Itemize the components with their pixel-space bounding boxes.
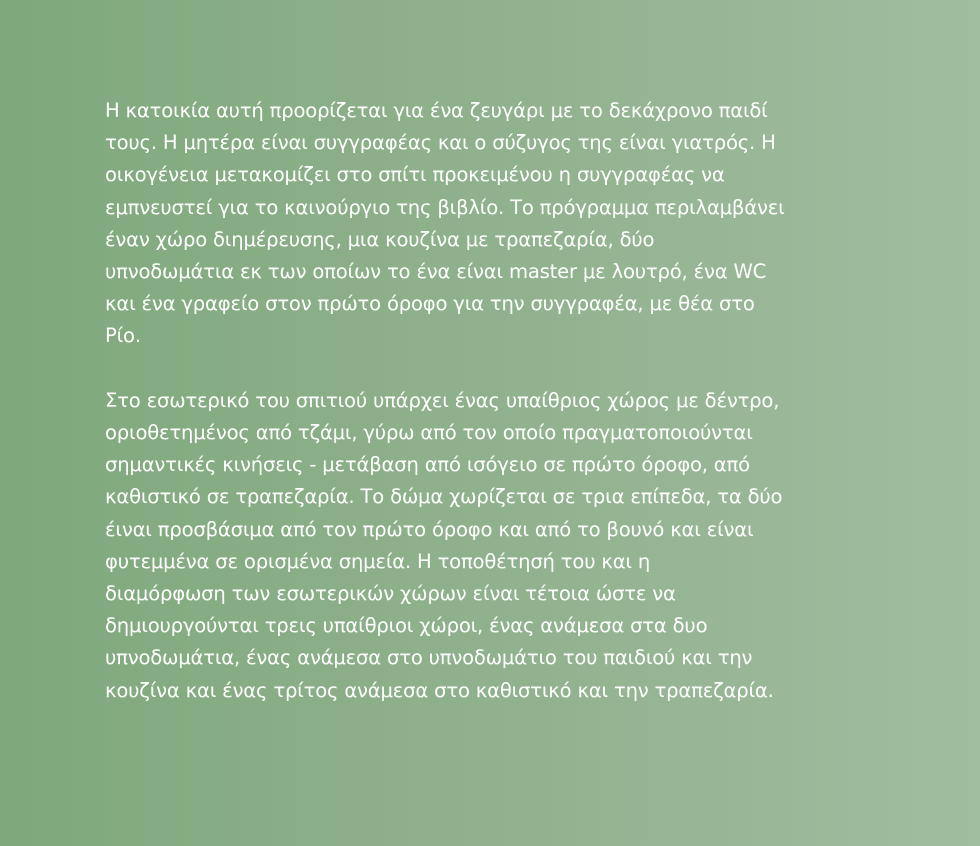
text-line: Ρίο. (105, 324, 141, 348)
text-line: Η κατοικία αυτή προορίζεται για ένα ζευγάρι με το δεκάχρονο παιδί (105, 99, 768, 122)
paragraph-spacer (105, 353, 875, 385)
text-line: έναν χώρο διημέρευσης, μια κουζίνα με τραπεζαρία, δύο (105, 227, 655, 251)
text-line: σημαντικές κινήσεις - μετάβαση από ισόγειο σε πρώτο όροφο, από (105, 453, 750, 477)
text-line: και ένα γραφείο στον πρώτο όροφο για την συγγραφέα, με θέα στο (105, 292, 755, 316)
text-line: Στο εσωτερικό του σπιτιού υπάρχει ένας υπαίθριος χώρος με δέντρο, (105, 388, 780, 412)
body-text (105, 95, 875, 707)
text-line: υπνοδωμάτια, ένας ανάμεσα στο υπνοδωμάτιο του παιδιού και την (105, 646, 753, 670)
text-line: οικογένεια μετακομίζει στο σπίτι προκειμένου η συγγραφέας να (105, 163, 725, 187)
text-line: εμπνευστεί για το καινούργιο της βιβλίο. Το πρόγραμμα περιλαμβάνει (105, 195, 785, 219)
text-line: τους. Η μητέρα είναι συγγραφέας και ο σύζυγος της είναι γιατρός. Η (105, 131, 776, 155)
text-line: έιναι προσβάσιμα από τον πρώτο όροφο και από το βουνό και είναι (105, 517, 754, 541)
text-line: κουζίνα και ένας τρίτος ανάμεσα στο καθιστικό και την τραπεζαρία. (105, 678, 774, 702)
text-line: φυτεμμένα σε ορισμένα σημεία. Η τοποθέτησή του και η (105, 549, 651, 573)
paragraph-1 (105, 95, 875, 353)
text-line: δημιουργούνται τρεις υπαίθριοι χώροι, ένας ανάμεσα στα δυο (105, 614, 708, 638)
paragraph-2 (105, 385, 875, 707)
text-line: διαμόρφωση των εσωτερικών χώρων είναι τέτοια ώστε να (105, 582, 676, 606)
text-line: οριοθετημένος από τζάμι, γύρω από τον οποίο πραγματοποιούνται (105, 421, 753, 445)
text-line: υπνοδωμάτια εκ των οποίων το ένα είναι master με λουτρό, ένα WC (105, 260, 767, 284)
text-line: καθιστικό σε τραπεζαρία. Το δώμα χωρίζεται σε τρια επίπεδα, τα δύο (105, 485, 783, 509)
